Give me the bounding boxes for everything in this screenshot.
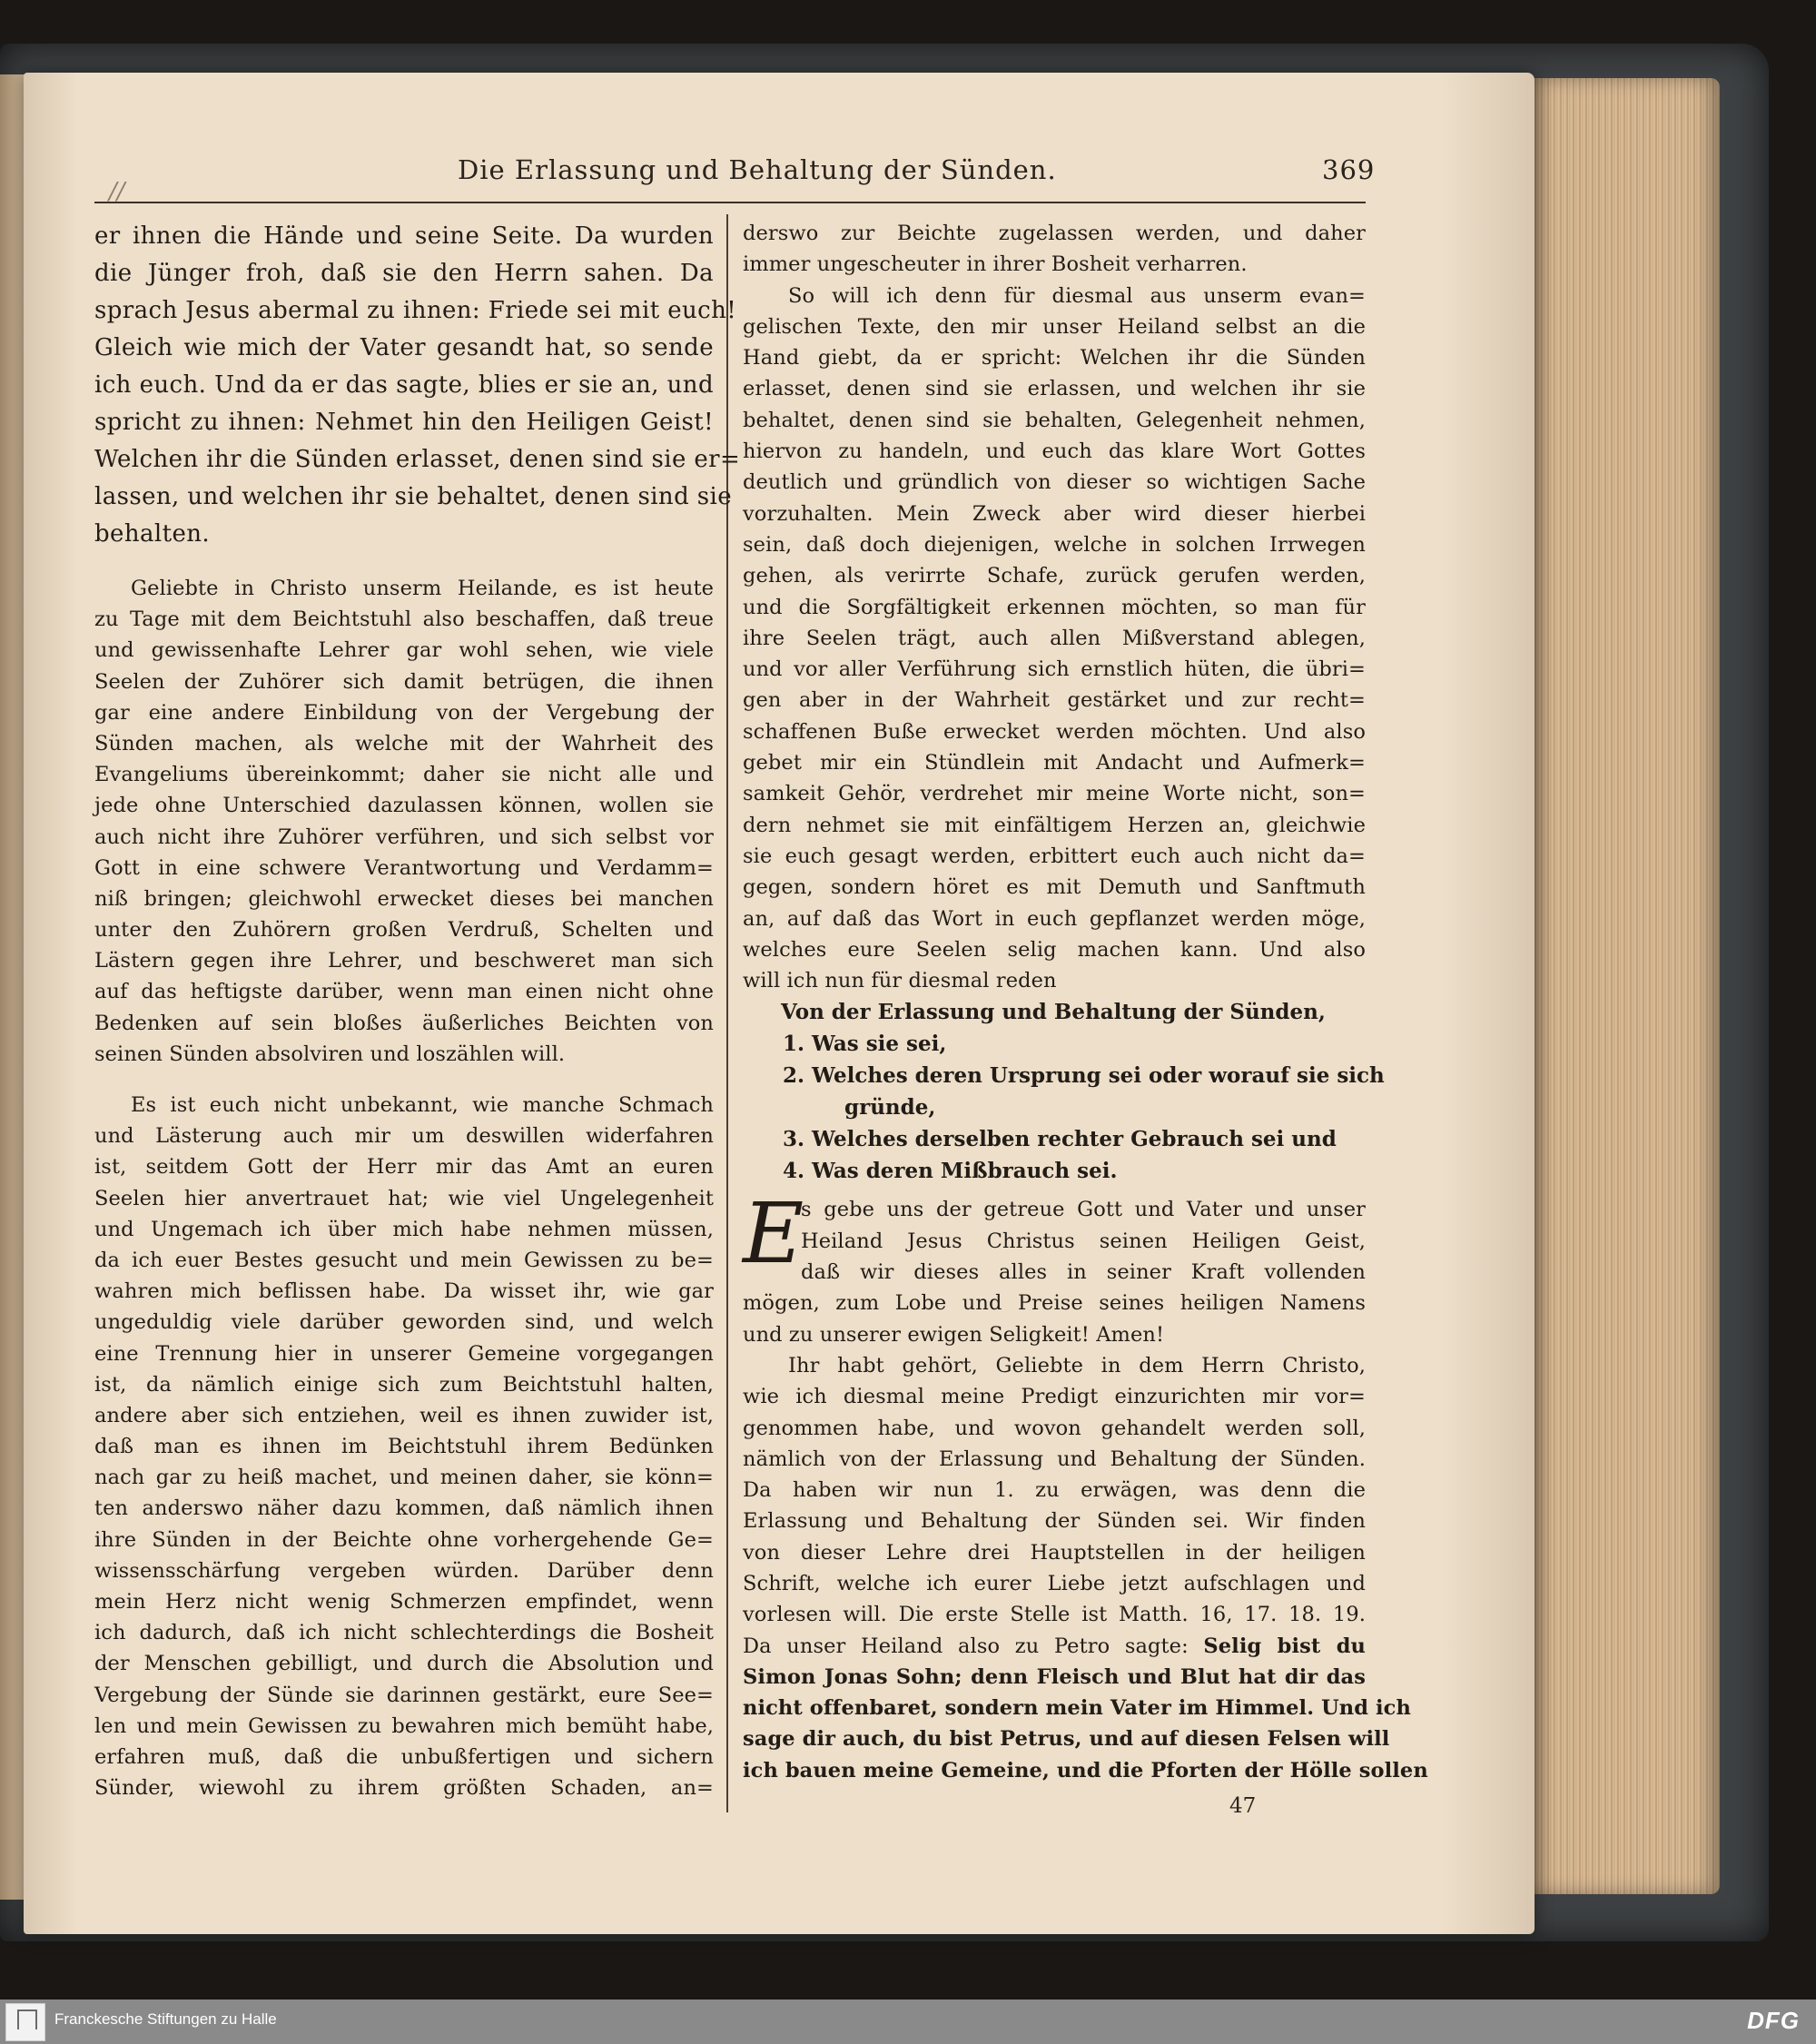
text-line: zu Tage mit dem Beichtstuhl also beschaffen, daß treue [94, 607, 714, 632]
text-line: Lästern gegen ihre Lehrer, und beschweret man sich [94, 949, 714, 973]
text-line: Sünden machen, als welche mit der Wahrheit des [94, 731, 714, 755]
text-line: wissensschärfung vergeben würden. Darüber denn [94, 1558, 714, 1583]
text-line: Geliebte in Christo unserm Heilande, es ist heute [131, 577, 714, 600]
sermon-outline [743, 996, 1385, 1187]
signature-mark: 47 [1229, 1794, 1257, 1818]
text-line: jede ohne Unterschied dazulassen können, wollen sie [94, 794, 714, 818]
francke-foundations-logo-icon [5, 2003, 45, 2041]
text-line: spricht zu ihnen: Nehmet hin den Heiligen Geist! [94, 409, 714, 436]
text-line [743, 1631, 1366, 1662]
text-line: und Lästerung auch mir um deswillen widerfahren [94, 1124, 714, 1149]
text-line: niß bringen; gleichwohl erwecket dieses bei manchen [94, 886, 714, 911]
text-line: sein, daß doch diejenigen, welche in solchen Irrwegen [743, 532, 1366, 557]
text-line: sie euch gesagt werden, erbittert euch auch nicht da= [743, 844, 1366, 868]
prayer-block [743, 1185, 1366, 1349]
text-line: Erlassung und Behaltung der Sünden sei. Wir finden [743, 1509, 1366, 1534]
text-line: da ich euer Bestes gesucht und mein Gewissen zu be= [94, 1248, 714, 1272]
text-line-bold: nicht offenbaret, sondern mein Vater im Himmel. Und ich [743, 1696, 1411, 1721]
text-line: seinen Sünden absolviren und loszählen will. [94, 1042, 566, 1066]
text-line: wie ich diesmal meine Predigt einzurichten mir vor= [743, 1385, 1366, 1409]
text-line: gehen, als verirrte Schafe, zurück gerufen werden, [743, 564, 1366, 588]
running-title: Die Erlassung und Behaltung der Sünden. [458, 154, 1057, 185]
text-line: an, auf daß das Wort in euch gepflanzet werden möge, [743, 906, 1366, 931]
page-number: 369 [1322, 154, 1376, 185]
text-line: von dieser Lehre drei Hauptstellen in der heiligen [743, 1540, 1366, 1565]
text-line: ihre Sünden in der Beichte ohne vorhergehende Ge= [94, 1527, 714, 1552]
text-line: ten anderswo näher dazu kommen, daß nämlich ihnen [94, 1496, 714, 1521]
text-line: will ich nun für diesmal reden [743, 969, 1057, 993]
text-line: Gott in eine schwere Verantwortung und Verdamm= [94, 855, 714, 880]
text-line: ist, da nämlich einige sich zum Beichtstuhl halten, [94, 1372, 714, 1397]
text-line: Welchen ihr die Sünden erlasset, denen sind sie er= [94, 446, 741, 473]
pencil-mark: // [109, 178, 125, 205]
text-line: vorzuhalten. Mein Zweck aber wird dieser hierbei [743, 501, 1366, 526]
text-line: gelischen Texte, den mir unser Heiland selbst an die [743, 314, 1366, 339]
text-line: Da haben wir nun 1. zu erwägen, was denn die [743, 1478, 1366, 1503]
text-line: daß wir dieses alles in seiner Kraft vollenden [801, 1260, 1366, 1285]
text-line: Hand giebt, da er spricht: Welchen ihr die Sünden [743, 346, 1366, 370]
text-line: schaffenen Buße erwecket werden möchten. Und also [743, 719, 1366, 744]
text-line: auch nicht ihre Zuhörer verführen, und sich selbst vor [94, 825, 714, 849]
outline-item: 1. Was sie sei, [783, 1032, 947, 1057]
text-line-bold: Simon Jonas Sohn; denn Fleisch und Blut hat dir das [743, 1664, 1366, 1689]
text-line: erfahren muß, daß die unbußfertigen und sichern [94, 1744, 714, 1769]
text-line-bold: ich bauen meine Gemeine, und die Pforten der Hölle sollen [743, 1758, 1428, 1782]
text-line: Ihr habt gehört, Geliebte in dem Herrn Christo, [788, 1353, 1366, 1377]
text-line: eine Trennung hier in unserer Gemeine vorgegangen [94, 1341, 714, 1366]
outline-item: 2. Welches deren Ursprung sei oder worauf sie sich [783, 1063, 1385, 1089]
text-line: dern nehmet sie mit einfältigem Herzen an, gleichwie [743, 813, 1366, 837]
text-line: gebet mir ein Stündlein mit Andacht und Aufmerk= [743, 751, 1366, 775]
text-line: auf das heftigste darüber, wenn man einen nicht ohne [94, 980, 714, 1004]
header-rule [94, 202, 1366, 203]
text-line: gar eine andere Einbildung von der Vergebung der [94, 700, 714, 725]
text-line: Heiland Jesus Christus seinen Heiligen Geist, [801, 1229, 1366, 1253]
text-line: gegen, sondern höret es mit Demuth und Sanftmuth [743, 875, 1366, 900]
text-line: erlasset, denen sind sie erlassen, und welchen ihr sie [743, 377, 1366, 401]
outline-item: 3. Welches derselben rechter Gebrauch sei und [783, 1127, 1337, 1152]
text-line: und Ungemach ich über mich habe nehmen müssen, [94, 1217, 714, 1241]
right-column [743, 218, 1428, 1786]
paragraph-2-continued [743, 218, 1366, 281]
text-line: vorlesen will. Die erste Stelle ist Matth. 16, 17. 18. 19. [743, 1603, 1366, 1627]
text-line: len und mein Gewissen zu bewahren mich bemüht habe, [94, 1713, 714, 1738]
text-line: immer ungescheuter in ihrer Bosheit verharren. [743, 252, 1248, 277]
drop-cap: E [743, 1185, 804, 1283]
paragraph-2 [94, 1090, 714, 1803]
text-line: genommen habe, und wovon gehandelt werden soll, [743, 1416, 1366, 1440]
text-line: ich dadurch, daß ich nicht schlechterdings die Bosheit [94, 1621, 714, 1645]
text-line: der Menschen gebilligt, und durch die Absolution und [94, 1652, 714, 1676]
text-line: Schrift, welche ich eurer Liebe jetzt aufschlagen und [743, 1571, 1366, 1595]
text-line: mögen, zum Lobe und Preise seines heiligen Namens [743, 1291, 1366, 1316]
text-line: ihre Seelen trägt, auch allen Mißverstand ablegen, [743, 626, 1366, 650]
text-line: Vergebung der Sünde sie darinnen gestärkt, eure See= [94, 1683, 714, 1707]
text-line: die Jünger froh, daß sie den Herrn sahen. Da [94, 260, 714, 287]
outline-title: Von der Erlassung und Behaltung der Sünden, [781, 1000, 1326, 1025]
text-line: behaltet, denen sind sie behalten, Gelegenheit nehmen, [743, 408, 1366, 432]
text-line: hiervon zu handeln, und euch das klare Wort Gottes [743, 439, 1366, 464]
text-line: unter den Zuhörern großen Verdruß, Schelten und [94, 918, 714, 943]
text-line-plain: Da unser Heiland also zu Petro sagte: [743, 1634, 1204, 1658]
text-line: andere aber sich entziehen, weil es ihnen zuwider ist, [94, 1403, 714, 1427]
paragraph-4 [743, 1350, 1428, 1786]
text-line: lassen, und welchen ihr sie behaltet, denen sind sie [94, 483, 733, 510]
text-line: und die Sorgfältigkeit erkennen möchten, so man für [743, 595, 1366, 619]
text-line: daß man es ihnen im Beichtstuhl ihrem Bedünken [94, 1435, 714, 1459]
text-line: gen aber in der Wahrheit gestärket und zur recht= [743, 688, 1366, 713]
outline-item: 4. Was deren Mißbrauch sei. [783, 1159, 1118, 1184]
text-line: derswo zur Beichte zugelassen werden, und daher [743, 222, 1366, 245]
paragraph-1 [94, 573, 714, 1070]
text-line: s gebe uns der getreue Gott und Vater und unser [801, 1198, 1366, 1222]
text-line: ist, seitdem Gott der Herr mir das Amt an euren [94, 1155, 714, 1180]
scripture-passage [94, 218, 741, 553]
text-line: Seelen der Zuhörer sich damit betrügen, die ihnen [94, 669, 714, 694]
viewer-footer [0, 2000, 1816, 2044]
text-line: Evangeliums übereinkommt; daher sie nicht alle und [94, 763, 714, 787]
outline-item: gründe, [844, 1095, 936, 1121]
text-line: nach gar zu heiß machet, und meinen daher, sie könn= [94, 1466, 714, 1490]
text-line: So will ich denn für diesmal aus unserm evan= [788, 283, 1366, 308]
text-line: welches eure Seelen selig machen kann. Und also [743, 937, 1366, 962]
text-line: wahren mich beflissen habe. Da wisset ihr, wie gar [94, 1279, 714, 1304]
text-line: ungeduldig viele darüber geworden sind, und welch [94, 1310, 714, 1335]
running-head [94, 154, 1376, 200]
text-line-bold: Selig bist du [1203, 1634, 1366, 1658]
institution-link[interactable]: Franckesche Stiftungen zu Halle [54, 2010, 277, 2028]
dfg-logo: DFG [1747, 2007, 1800, 2034]
left-column [94, 218, 741, 1803]
text-line-bold: sage dir auch, du bist Petrus, und auf diesen Felsen will [743, 1727, 1390, 1752]
text-line: behalten. [94, 520, 211, 548]
text-line: und zu unserer ewigen Seligkeit! Amen! [743, 1322, 1165, 1347]
text-line: mein Herz nicht wenig Schmerzen empfindet, wenn [94, 1590, 714, 1614]
text-line: Es ist euch nicht unbekannt, wie manche Schmach [131, 1093, 714, 1117]
text-line: deutlich und gründlich von dieser so wichtigen Sache [743, 470, 1366, 495]
text-line: er ihnen die Hände und seine Seite. Da wurden [94, 222, 714, 250]
text-line: Seelen hier anvertrauet hat; wie viel Ungelegenheit [94, 1186, 714, 1210]
text-line: nämlich von der Erlassung und Behaltung der Sünden. [743, 1447, 1366, 1471]
text-line: und vor aller Verführung sich ernstlich hüten, die übri= [743, 657, 1366, 682]
text-line: sprach Jesus abermal zu ihnen: Friede sei mit euch! [94, 297, 737, 324]
text-line: ich euch. Und da er das sagte, blies er sie an, und [94, 371, 714, 399]
text-line: Sünder, wiewohl zu ihrem größten Schaden, an= [94, 1776, 714, 1801]
text-line: und gewissenhafte Lehrer gar wohl sehen, wie viele [94, 638, 714, 663]
paragraph-3 [743, 281, 1366, 997]
text-line: Gleich wie mich der Vater gesandt hat, so sende [94, 334, 714, 361]
text-line: Bedenken auf sein bloßes äußerliches Beichten von [94, 1011, 714, 1035]
text-line: samkeit Gehör, verdrehet mir meine Worte nicht, son= [743, 782, 1366, 806]
